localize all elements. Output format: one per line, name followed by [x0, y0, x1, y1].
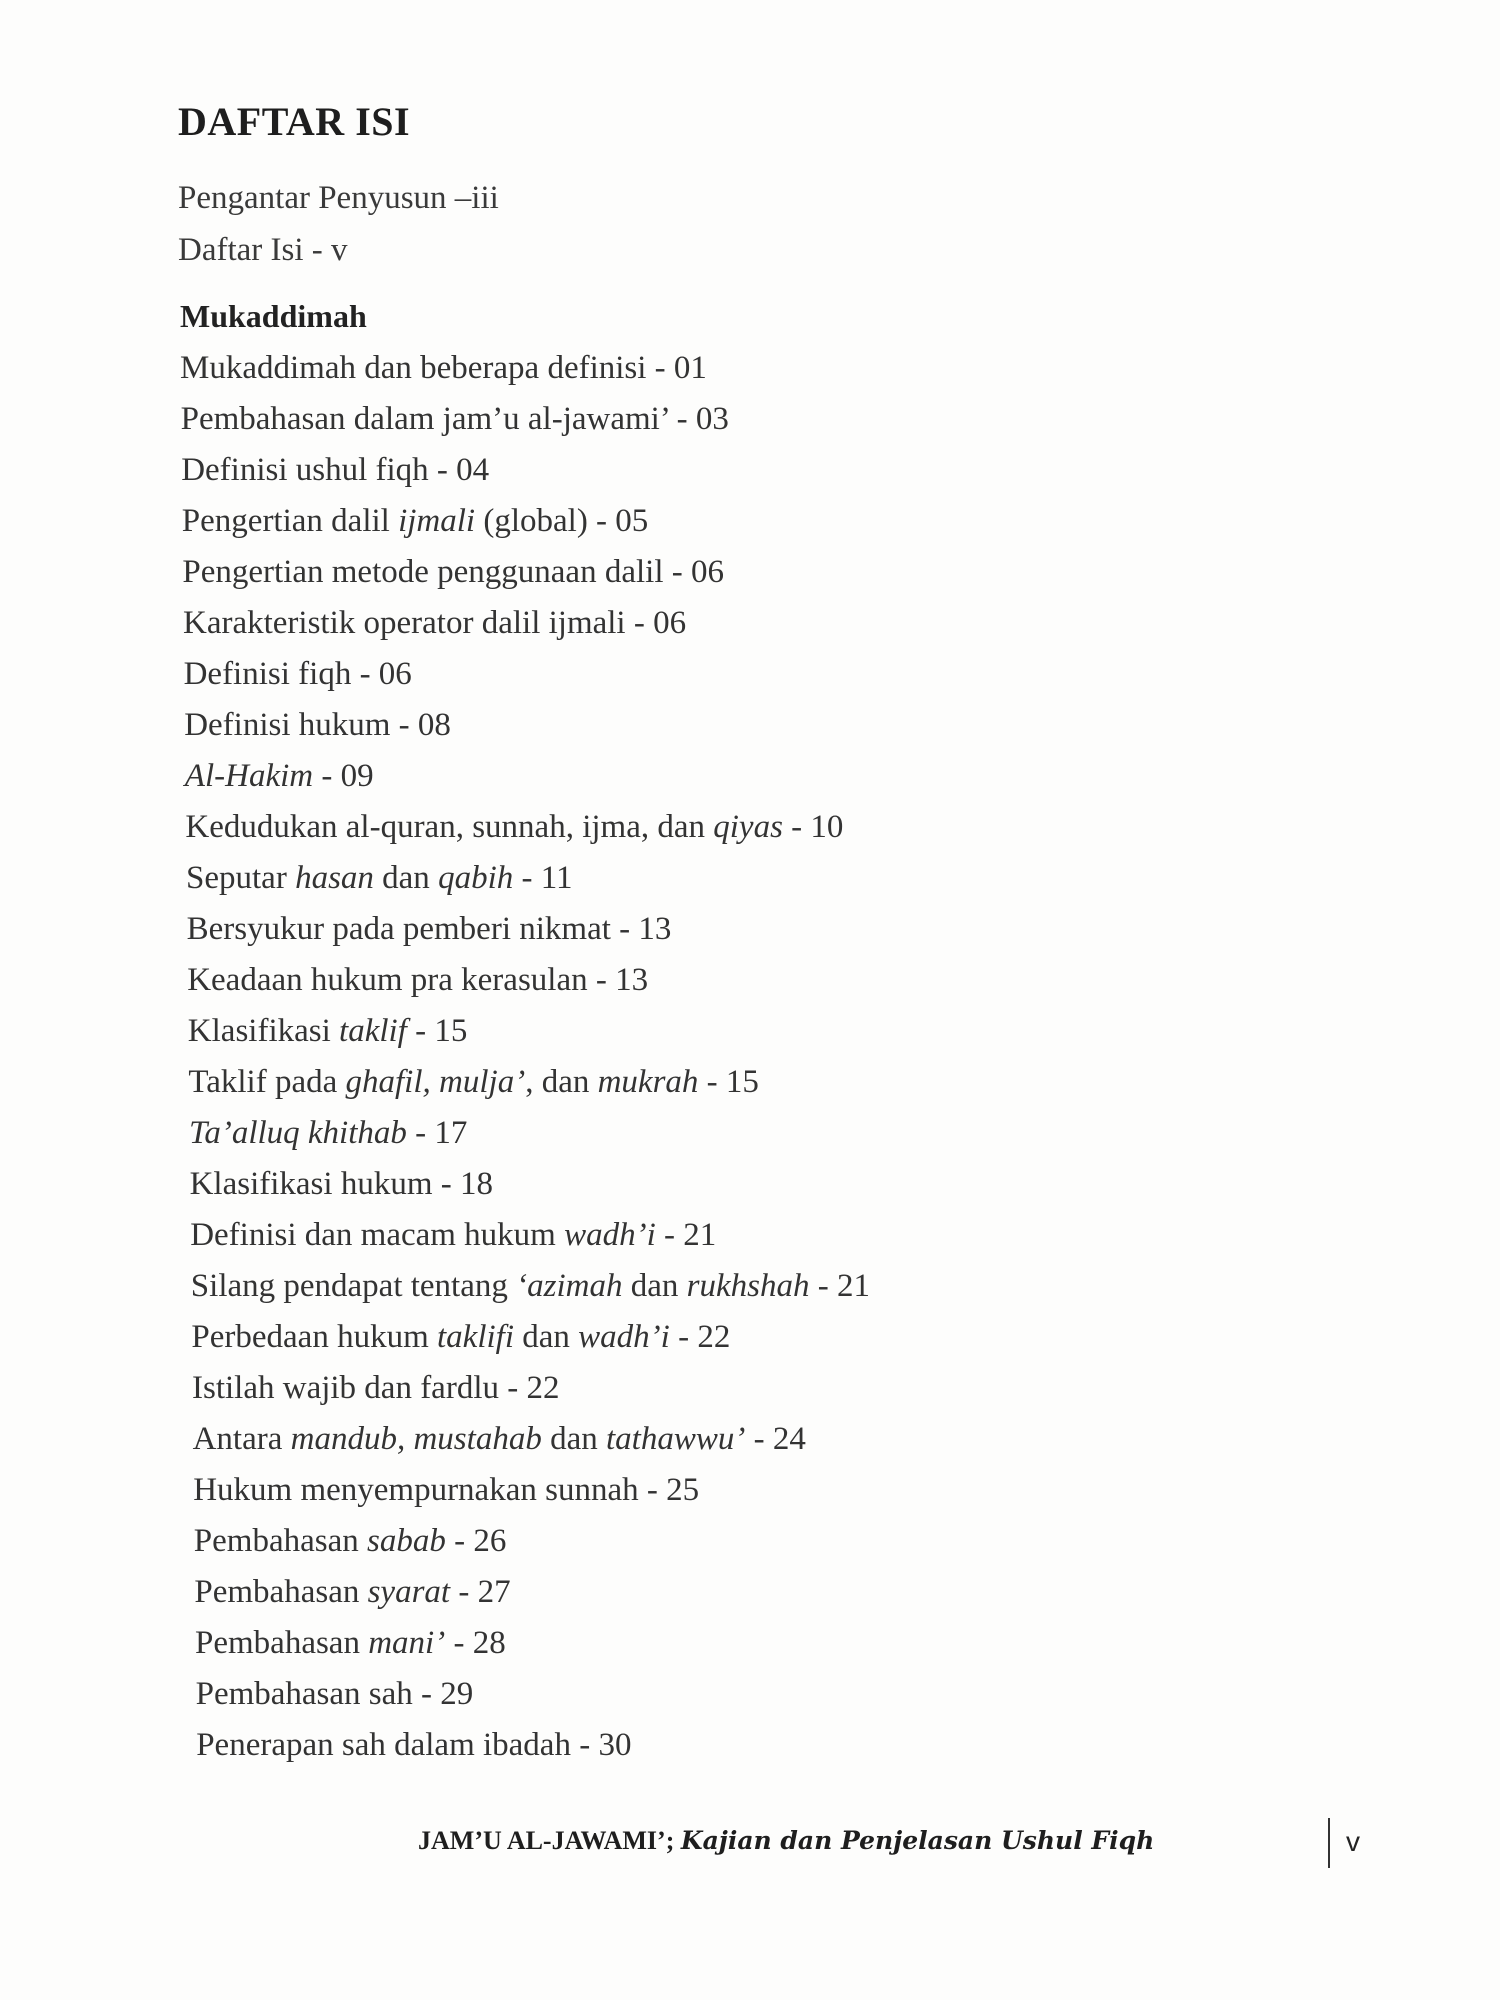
- toc-front-item: Pengantar Penyusun –iii: [178, 180, 499, 216]
- toc-entry-text: - 27: [450, 1574, 511, 1610]
- toc-entry-text: , dan: [525, 1064, 598, 1100]
- toc-entry-text: Pembahasan: [195, 1625, 369, 1661]
- toc-entry-text: - 10: [782, 809, 844, 845]
- toc-entry-text: Definisi dan macam hukum: [190, 1217, 565, 1253]
- toc-entry-text: Pengertian metode penggunaan dalil - 06: [182, 554, 724, 590]
- toc-entry: [193, 1472, 699, 1509]
- toc-entry-italic-term: Ta’alluq khithab: [189, 1115, 407, 1151]
- toc-entry-text: - 15: [698, 1064, 759, 1100]
- footer-book-title: JAM’U AL-JAWAMI’;: [418, 1826, 675, 1855]
- toc-entry: [189, 1115, 467, 1152]
- toc-entry-italic-term: mani’: [368, 1625, 446, 1661]
- toc-entry: [191, 1319, 730, 1356]
- toc-entry: [183, 605, 686, 642]
- toc-entry-italic-term: ‘azimah: [516, 1268, 623, 1304]
- toc-entry-text: Keadaan hukum pra kerasulan - 13: [187, 962, 649, 998]
- toc-entry: [181, 401, 729, 438]
- toc-entry-text: dan: [622, 1268, 687, 1304]
- running-footer: [418, 1826, 1154, 1856]
- toc-entry: [194, 1523, 507, 1560]
- toc-entry-italic-term: hasan: [295, 860, 374, 896]
- toc-entry: [186, 860, 573, 897]
- page-title: DAFTAR ISI: [178, 99, 411, 144]
- toc-entry-text: - 26: [445, 1523, 507, 1559]
- toc-entry-text: - 22: [669, 1319, 731, 1355]
- toc-entry: [181, 452, 489, 489]
- toc-entry-italic-term: syarat: [367, 1574, 451, 1610]
- toc-entry: [196, 1676, 474, 1713]
- toc-entry-text: Antara: [192, 1421, 291, 1457]
- toc-entry-text: Pengertian dalil: [181, 503, 399, 539]
- toc-entry-text: dan: [541, 1421, 606, 1457]
- toc-entry: [188, 1013, 468, 1050]
- toc-entry-text: - 09: [313, 758, 374, 794]
- toc-entry-text: - 24: [745, 1421, 806, 1457]
- toc-entry-text: Seputar: [186, 860, 296, 896]
- toc-entry-text: Karakteristik operator dalil ijmali - 06: [183, 605, 687, 641]
- toc-entry: [192, 1370, 559, 1407]
- toc-entry-text: Hukum menyempurnakan sunnah - 25: [193, 1472, 700, 1508]
- toc-entry-italic-term: sabab: [367, 1523, 446, 1559]
- toc-entry-italic-term: taklifi: [437, 1319, 514, 1355]
- toc-entry: [188, 1064, 759, 1101]
- toc-entry-text: - 21: [655, 1217, 717, 1253]
- toc-entry-text: Klasifikasi hukum - 18: [189, 1166, 493, 1202]
- toc-entry: [190, 1166, 493, 1203]
- toc-entry: [185, 758, 374, 795]
- toc-entry-text: Taklif pada: [188, 1064, 346, 1100]
- toc-entry-text: Istilah wajib dan fardlu - 22: [192, 1370, 560, 1406]
- toc-entry-italic-term: rukhshah: [686, 1268, 810, 1304]
- toc-entry-italic-term: Al-Hakim: [184, 758, 314, 794]
- toc-entry-text: - 28: [445, 1625, 506, 1661]
- toc-entry-text: - 17: [406, 1115, 468, 1151]
- toc-front-item: Daftar Isi - v: [178, 232, 348, 268]
- toc-entry: [193, 1421, 806, 1458]
- toc-entry-text: Klasifikasi: [187, 1013, 340, 1049]
- toc-entry-italic-term: mukrah: [597, 1064, 699, 1100]
- toc-entry-italic-term: qiyas: [713, 809, 783, 845]
- toc-entry-italic-term: wadh’i: [564, 1217, 656, 1253]
- toc-entry: [196, 1727, 631, 1764]
- toc-entry: [187, 962, 648, 999]
- toc-entry: [190, 1217, 716, 1254]
- toc-entry-italic-term: ghafil, mulja’: [345, 1064, 526, 1100]
- toc-entry: [184, 707, 451, 744]
- toc-entry-text: Mukaddimah dan beberapa definisi - 01: [180, 350, 707, 386]
- toc-entry-italic-term: tathawwu’: [605, 1421, 746, 1457]
- toc-entry-italic-term: ijmali: [398, 503, 476, 539]
- toc-entry: [180, 350, 707, 387]
- toc-entry-text: Pembahasan: [193, 1523, 367, 1559]
- toc-entry-text: Pembahasan: [194, 1574, 368, 1610]
- toc-entry-text: Silang pendapat tentang: [190, 1268, 517, 1304]
- page-number: v: [1346, 1826, 1360, 1857]
- toc-entry-text: - 15: [406, 1013, 468, 1049]
- toc-entry-text: Kedudukan al-quran, sunnah, ijma, dan: [185, 809, 714, 845]
- toc-entry: [194, 1574, 510, 1611]
- section-heading: Mukaddimah: [180, 298, 367, 334]
- toc-entry-text: dan: [373, 860, 439, 896]
- toc-entry-text: dan: [514, 1319, 579, 1355]
- toc-entry-text: - 11: [513, 860, 573, 896]
- toc-entry-text: Pembahasan sah - 29: [195, 1676, 474, 1712]
- toc-entry: [185, 809, 843, 846]
- toc-entry: [187, 911, 672, 948]
- toc-entry-text: Definisi hukum - 08: [184, 707, 451, 743]
- toc-entry-text: Perbedaan hukum: [191, 1319, 437, 1355]
- footer-subtitle: Kajian dan Penjelasan Ushul Fiqh: [680, 1826, 1155, 1855]
- toc-entry-text: Definisi ushul fiqh - 04: [181, 452, 490, 488]
- toc-entry-italic-term: qabih: [438, 860, 514, 896]
- toc-entry: [182, 554, 724, 591]
- toc-entry-text: Penerapan sah dalam ibadah - 30: [196, 1727, 632, 1763]
- toc-entry: [182, 503, 649, 540]
- toc-entry-text: Pembahasan dalam jam’u al-jawami’ - 03: [180, 401, 729, 437]
- toc-entry: [195, 1625, 506, 1662]
- toc-entry-italic-term: mandub, mustahab: [290, 1421, 542, 1457]
- toc-entry-text: Bersyukur pada pemberi nikmat - 13: [186, 911, 672, 947]
- toc-entry: [191, 1268, 870, 1305]
- toc-entry: [184, 656, 412, 693]
- footer-divider: [1328, 1818, 1330, 1868]
- toc-entry-text: (global) - 05: [475, 503, 649, 539]
- toc-entry-italic-term: taklif: [339, 1013, 407, 1049]
- toc-entry-text: - 21: [809, 1268, 870, 1304]
- toc-entry-italic-term: wadh’i: [578, 1319, 670, 1355]
- toc-entry-text: Definisi fiqh - 06: [183, 656, 412, 692]
